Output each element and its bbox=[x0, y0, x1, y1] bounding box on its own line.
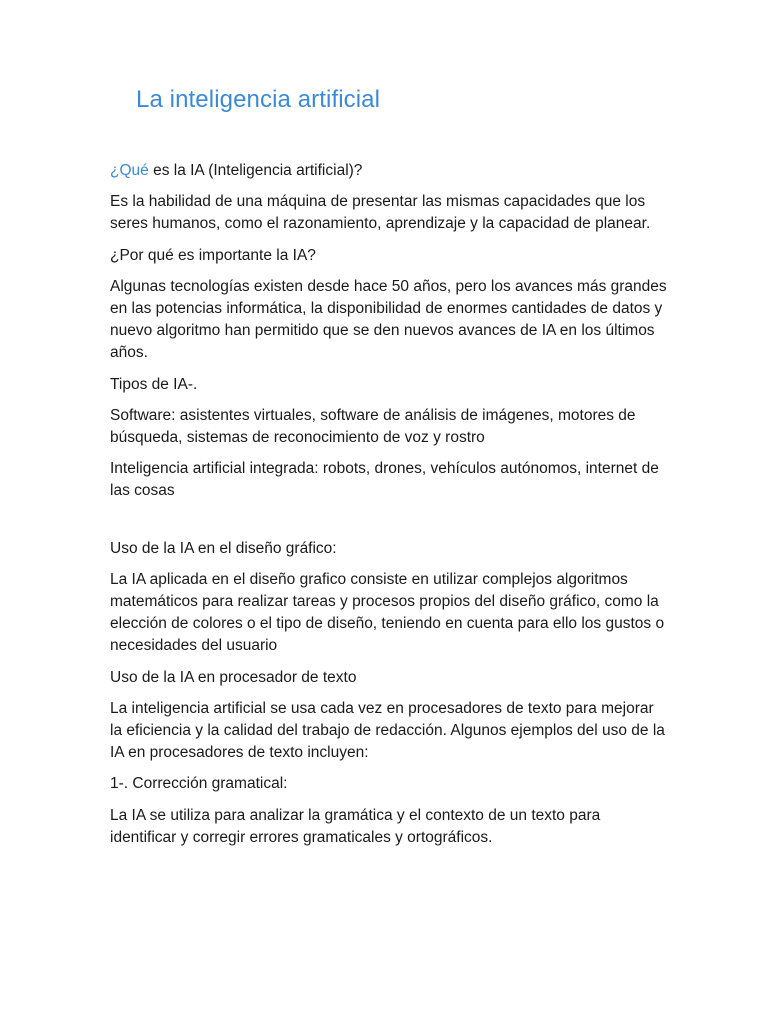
heading-graphic-design: Uso de la IA en el diseño gráfico: bbox=[110, 539, 337, 557]
paragraph-importance: Algunas tecnologías existen desde hace 50 años, pero los avances más grandes en las potencias informática, la disponibilidad de enormes cantidades de datos y nuevo algoritmo han permitido que se den nuevos avances de IA en los últimos años. bbox=[110, 277, 667, 362]
paragraph-graphic-design: La IA aplicada en el diseño grafico consiste en utilizar complejos algoritmos matemáticos para realizar tareas y procesos propios del diseño gráfico, como la elección de colores o el tipo de diseño, teniendo en cuenta para ello los gustos o necesidades del usuario bbox=[110, 570, 665, 655]
paragraph-software: Software: asistentes virtuales, software de análisis de imágenes, motores de búsqueda, sistemas de reconocimiento de voz y rostro bbox=[110, 406, 636, 447]
heading-types: Tipos de IA-. bbox=[110, 375, 198, 393]
question-what-is-ai bbox=[110, 160, 670, 182]
paragraph-word-processor: La inteligencia artificial se usa cada vez en procesadores de texto para mejorar la eficiencia y la calidad del trabajo de redacción. Algunos ejemplos del uso de la IA en procesadores de texto incluyen: bbox=[110, 699, 665, 762]
heading-grammar-correction: 1-. Corrección gramatical: bbox=[110, 775, 288, 793]
paragraph-definition: Es la habilidad de una máquina de presentar las mismas capacidades que los seres humanos, como el razonamiento, aprendizaje y la capacidad de planear. bbox=[110, 193, 651, 233]
question-accent-word: ¿Qué bbox=[110, 162, 149, 179]
question-why-important: ¿Por qué es importante la IA? bbox=[110, 246, 316, 264]
paragraph-integrated: Inteligencia artificial integrada: robots, drones, vehículos autónomos, internet de las cosas bbox=[110, 460, 659, 500]
document-title: La inteligencia artificial bbox=[136, 86, 381, 113]
paragraph-grammar-correction: La IA se utiliza para analizar la gramática y el contexto de un texto para identificar y corregir errores gramaticales y ortográficos. bbox=[110, 806, 601, 846]
heading-word-processor: Uso de la IA en procesador de texto bbox=[110, 668, 357, 686]
question-rest: es la IA (Inteligencia artificial)? bbox=[148, 162, 363, 179]
paragraph-spacer bbox=[110, 512, 670, 538]
document-body bbox=[110, 160, 670, 858]
